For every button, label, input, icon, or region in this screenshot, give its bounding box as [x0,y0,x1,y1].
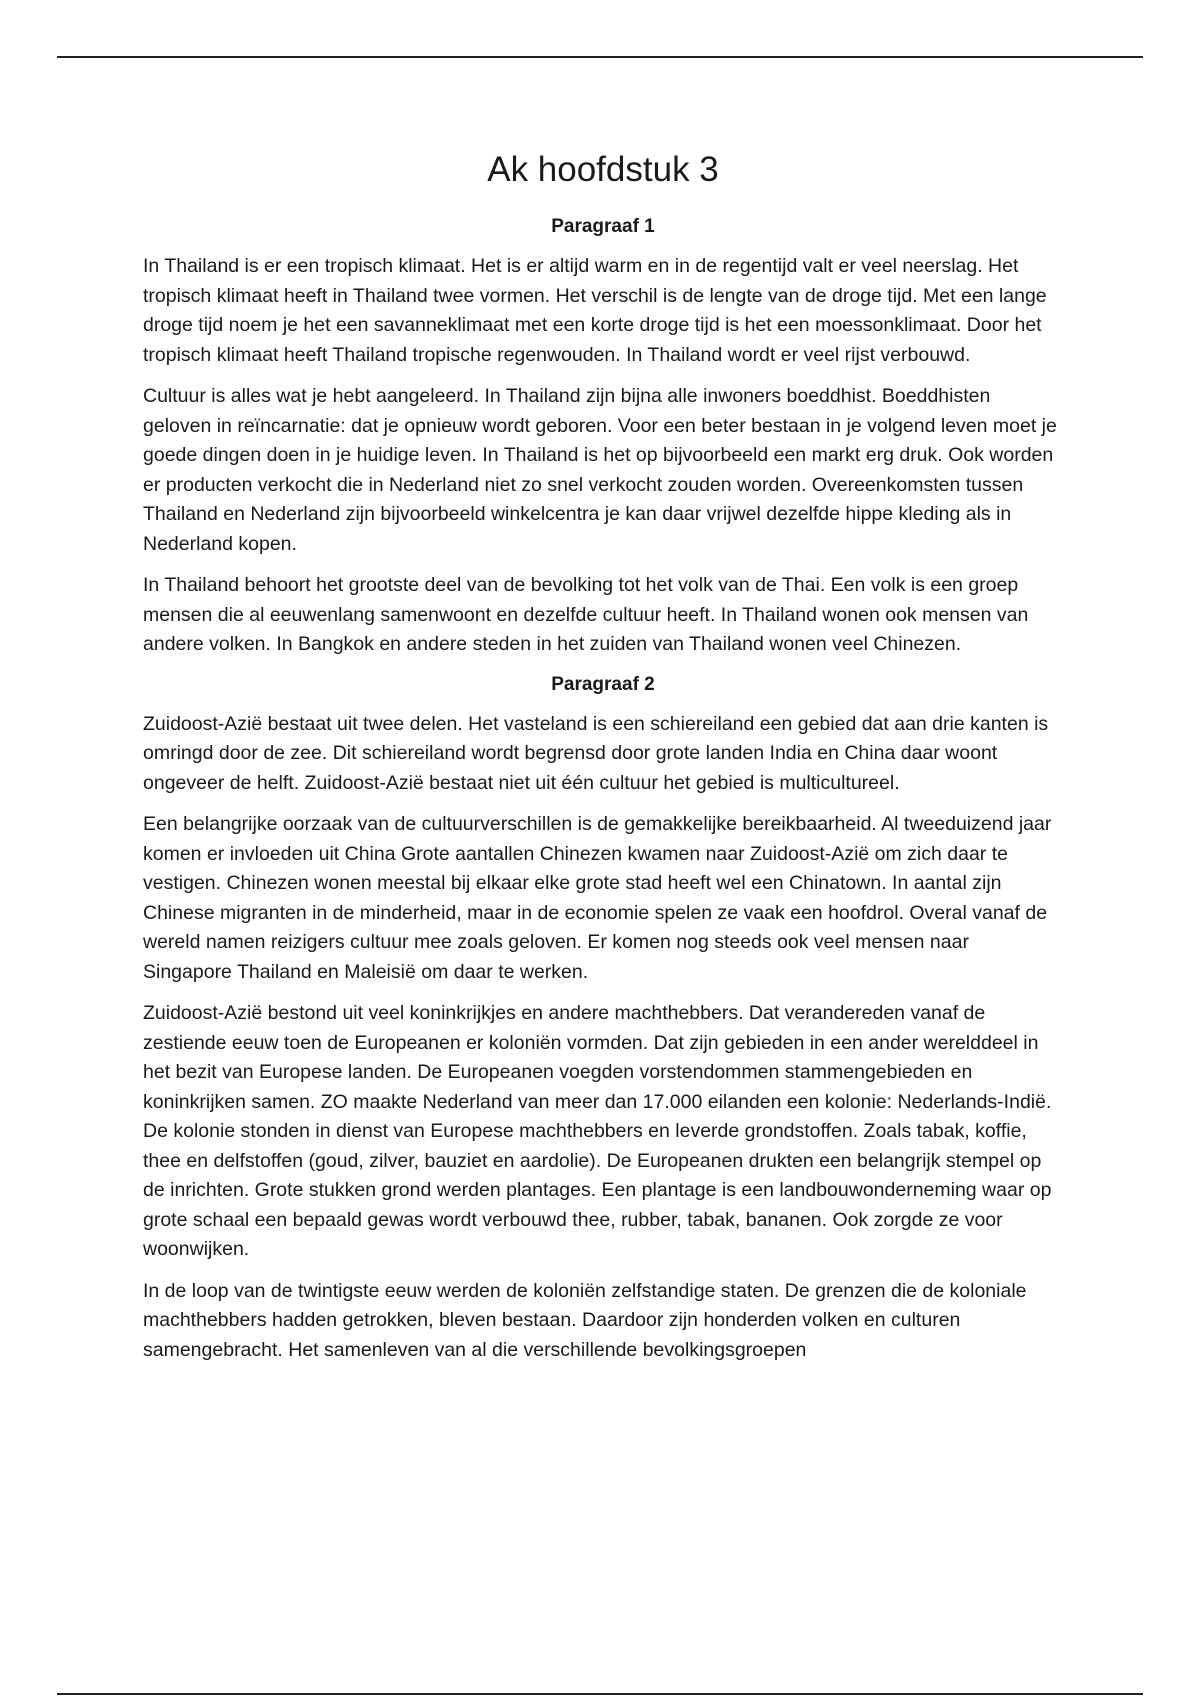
paragraph: In de loop van de twintigste eeuw werden de koloniën zelfstandige staten. De grenzen die de koloniale machthebbers hadden getrokken, bleven bestaan. Daardoor zijn honderden volken en culturen samengebracht. Het samenleven van al die verschillende bevolkingsgroepen [143,1279,1027,1361]
paragraph: Een belangrijke oorzaak van de cultuurverschillen is de gemakkelijke bereikbaarheid. Al tweeduizend jaar komen er invloeden uit China Grote aantallen Chinezen kwamen naar Zuidoost-Azië om zich daar te vestigen. Chinezen wonen meestal bij elkaar elke grote stad heeft wel een Chinatown. In aantal zijn Chinese migranten in de minderheid, maar in de economie spelen ze vaak een hoofdrol. Overal vanaf de wereld namen reizigers cultuur mee zoals geloven. Er komen nog steeds ook veel mensen naar Singapore Thailand en Maleisië om daar te werken. [143,813,1052,983]
section-heading-paragraaf-1: Paragraaf 1 [551,216,655,237]
paragraph: In Thailand is er een tropisch klimaat. Het is er altijd warm en in de regentijd valt er veel neerslag. Het tropisch klimaat heeft in Thailand twee vormen. Het verschil is de lengte van de droge tijd. Met een lange droge tijd noem je het een savanneklimaat met een korte droge tijd is het een moessonklimaat. Door het tropisch klimaat heeft Thailand tropische regenwouden. In Thailand wordt er veel rijst verbouwd. [143,255,1047,366]
paragraph: In Thailand behoort het grootste deel van de bevolking tot het volk van de Thai. Een volk is een groep mensen die al eeuwenlang samenwoont en dezelfde cultuur heeft. In Thailand wonen ook mensen van andere volken. In Bangkok en andere steden in het zuiden van Thailand wonen veel Chinezen. [143,574,1029,655]
footer-rule [57,1693,1143,1695]
header-rule [57,56,1143,58]
document-title: Ak hoofdstuk 3 [487,150,719,189]
paragraph: Zuidoost-Azië bestaat uit twee delen. Het vasteland is een schiereiland een gebied dat aan drie kanten is omringd door de zee. Dit schiereiland wordt begrensd door grote landen India en China daar woont ongeveer de helft. Zuidoost-Azië bestaat niet uit één cultuur het gebied is multicultureel. [143,712,1049,794]
section-heading-paragraaf-2: Paragraaf 2 [551,673,655,695]
paragraph: Zuidoost-Azië bestond uit veel koninkrijkjes en andere machthebbers. Dat verandereden vanaf de zestiende eeuw toen de Europeanen er koloniën vormden. Dat zijn gebieden in een ander werelddeel in het bezit van Europese landen. De Europeanen voegden vorstendommen stammengebieden en koninkrijken samen. ZO maakte Nederland van meer dan 17.000 eilanden een kolonie: Nederlands-Indië. De kolonie stonden in dienst van Europese machthebbers en leverde grondstoffen. Zoals tabak, koffie, thee en delfstoffen (goud, zilver, bauziet en aardolie). De Europeanen drukten een belangrijk stempel op de inrichten. Grote stukken grond werden plantages. Een plantage is een landbouwonderneming waar op grote schaal een bepaald gewas wordt verbouwd thee, rubber, tabak, bananen. Ook zorgde ze voor woonwijken. [143,1002,1052,1260]
document-body [143,142,1063,1377]
paragraph: Cultuur is alles wat je hebt aangeleerd. In Thailand zijn bijna alle inwoners boeddhist. Boeddhisten geloven in reïncarnatie: dat je opnieuw wordt geboren. Voor een beter bestaan in je volgend leven moet je goede dingen doen in je huidige leven. In Thailand is het op bijvoorbeeld een markt erg druk. Ook worden er producten verkocht die in Nederland niet zo snel verkocht zouden worden. Overeenkomsten tussen Thailand en Nederland zijn bijvoorbeeld winkelcentra je kan daar vrijwel dezelfde hippe kleding als in Nederland kopen. [143,385,1057,555]
